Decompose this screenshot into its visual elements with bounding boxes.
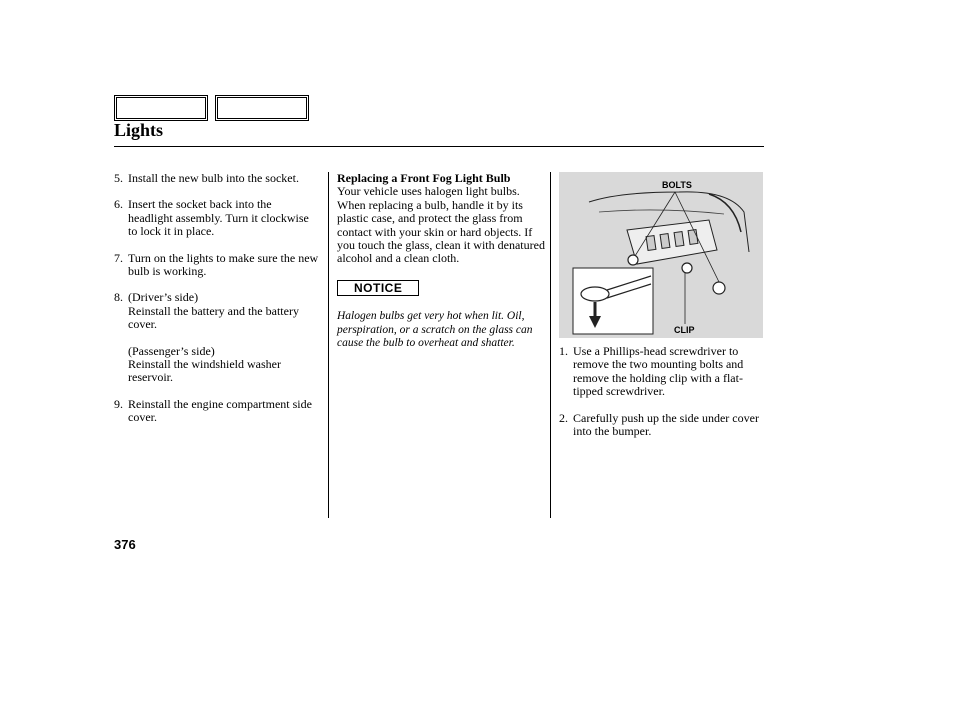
step-5	[114, 172, 319, 185]
step-text: Carefully push up the side under cover into the bumper.	[573, 410, 759, 439]
step-8	[114, 291, 319, 304]
page-title: Lights	[114, 120, 164, 140]
column-divider-2	[550, 172, 551, 518]
step-7	[114, 252, 319, 279]
step-number: 8.	[114, 290, 123, 305]
step-2	[559, 412, 764, 439]
notice-badge: NOTICE	[337, 280, 419, 296]
step-6	[114, 198, 319, 238]
step-text: Use a Phillips-head screwdriver to remove the two mounting bolts and remove the holding clip with a flat-tipped screwdriver.	[573, 344, 744, 399]
step-text: Install the new bulb into the socket.	[128, 171, 299, 185]
step-8-drivers-side-text: Reinstall the battery and the battery cover.	[128, 303, 299, 332]
column-middle	[337, 172, 545, 350]
step-number: 1.	[559, 344, 568, 358]
step-text: Insert the socket back into the headlight assembly. Turn it clockwise to lock it in place.	[128, 197, 309, 239]
section-body: Your vehicle uses halogen light bulbs. When replacing a bulb, handle it by its plastic case, and protect the glass from contact with your skin or hard objects. If you touch the glass, clean it with denatured alcohol and a clean cloth.	[337, 184, 545, 266]
nav-tab-2[interactable]	[215, 95, 309, 121]
step-8-passenger-side-text: Reinstall the windshield washer reservoir.	[128, 357, 281, 385]
page-number: 376	[114, 537, 136, 552]
step-number: 6.	[114, 197, 123, 212]
column-right	[559, 345, 764, 451]
clip-label: CLIP	[674, 325, 695, 335]
notice-text: Halogen bulbs get very hot when lit. Oil, perspiration, or a scratch on the glass can cause the bulb to overheat and shatter.	[337, 310, 533, 350]
step-number: 5.	[114, 171, 123, 185]
step-number: 7.	[114, 250, 123, 265]
step-number: 2.	[559, 410, 568, 425]
fog-light-diagram	[559, 172, 763, 338]
title-rule	[114, 146, 764, 147]
section-heading: Replacing a Front Fog Light Bulb	[337, 171, 511, 185]
step-text: (Driver’s side)	[128, 290, 199, 305]
step-9	[114, 398, 319, 425]
bolts-label: BOLTS	[662, 180, 692, 190]
step-number: 9.	[114, 396, 123, 411]
step-text: Reinstall the engine compartment side cover.	[128, 396, 312, 425]
column-divider-1	[328, 172, 329, 518]
step-8-passenger-side-head: (Passenger’s side)	[128, 343, 215, 358]
column-left	[114, 172, 319, 438]
fog-light-illustration	[559, 172, 763, 338]
step-text: Turn on the lights to make sure the new bulb is working.	[128, 250, 319, 279]
nav-tab-1[interactable]	[114, 95, 208, 121]
step-1	[559, 345, 764, 399]
